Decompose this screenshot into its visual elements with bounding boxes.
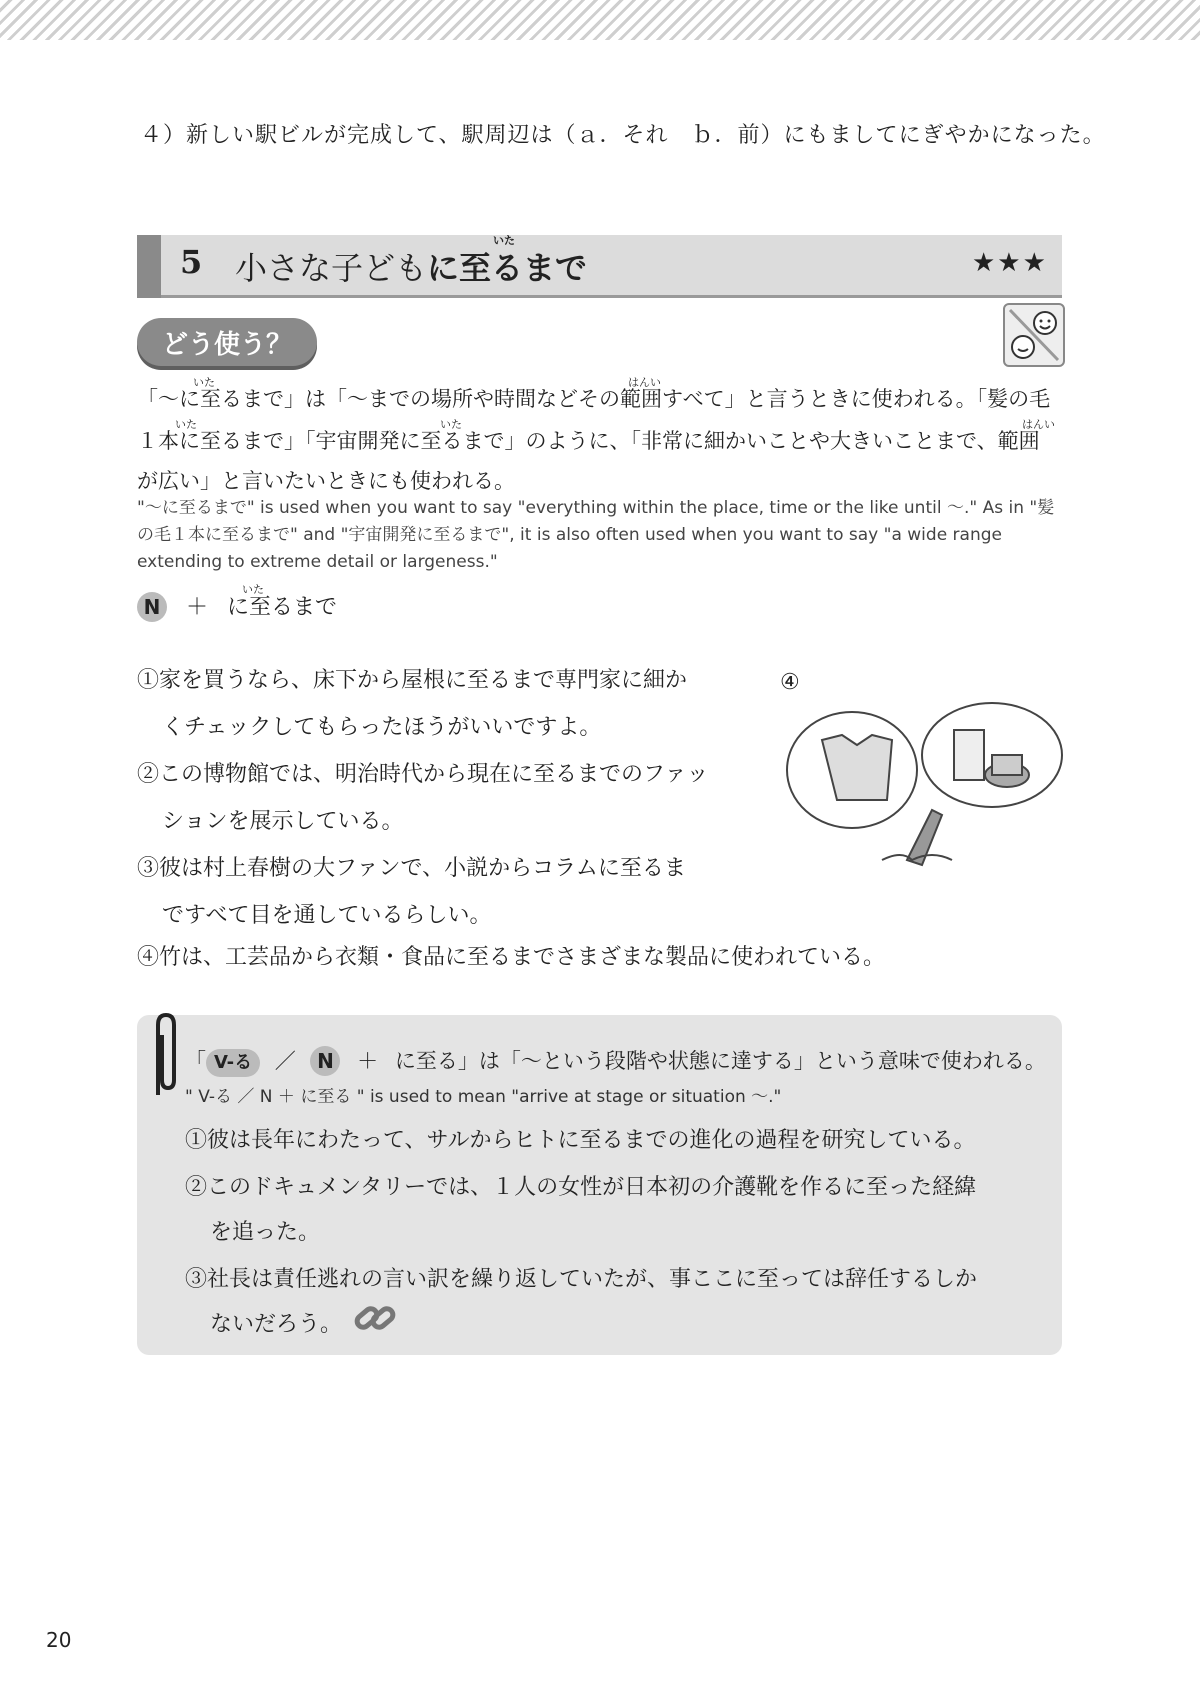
page-number: 20	[46, 1628, 72, 1652]
note-english: " V-る ／ N ＋ に至る " is used to mean "arrive at stage or situation 〜."	[185, 1087, 782, 1107]
difficulty-stars: ★★★	[972, 248, 1048, 278]
explanation-line-3: が広い」と言いたいときにも使われる。	[137, 469, 515, 493]
section-title-ruby: いた	[493, 234, 515, 247]
noun-badge: N	[137, 592, 167, 622]
ruby-hanni-2: はんい	[1022, 418, 1055, 431]
note-open-bracket: 「	[185, 1049, 206, 1073]
note-slash: ／	[274, 1049, 296, 1073]
explanation-line-2: １本に至るまで」「宇宙開発に至るまで」のように、「非常に細かいことや大きいことまで、範囲	[137, 429, 1040, 453]
example-3-line-1: ③彼は村上春樹の大ファンで、小説からコラムに至るま	[137, 856, 686, 881]
speaking-people-icon	[1003, 303, 1065, 367]
note-example-3-line-2: ないだろう。	[210, 1312, 343, 1337]
section-title-bold: に至るまで	[427, 249, 588, 287]
ruby-ita-1: いた	[193, 376, 215, 389]
explanation-line-1: 「〜に至るまで」は「〜までの場所や時間などその範囲すべて」と言うときに使われる。「髪の毛	[137, 387, 1051, 411]
ruby-ita-2: いた	[175, 418, 197, 431]
grammar-pattern	[137, 590, 337, 622]
illustration-label: ④	[780, 670, 800, 695]
section-title-plain: 小さな子ども	[235, 249, 428, 287]
note-noun-badge: N	[310, 1046, 340, 1076]
pattern-ruby: いた	[242, 583, 264, 596]
section-title	[235, 243, 587, 289]
bamboo-products-illustration	[782, 700, 1072, 874]
pattern-plus: ＋	[186, 595, 209, 620]
ruby-hanni-1: はんい	[628, 376, 661, 389]
note-heading	[185, 1045, 1046, 1077]
example-1-line-1: ①家を買うなら、床下から屋根に至るまで専門家に細か	[137, 668, 688, 693]
note-example-3-line-1: ③社長は責任逃れの言い訳を繰り返していたが、事ここに至っては辞任するしか	[185, 1267, 978, 1292]
paperclip-icon	[148, 1010, 184, 1104]
example-3-line-2: ですべて目を通しているらしい。	[162, 903, 492, 928]
link-icon	[352, 1298, 398, 1342]
example-2-line-2: ションを展示している。	[162, 809, 404, 834]
note-plus: ＋	[357, 1049, 379, 1073]
how-to-use-badge	[137, 318, 317, 366]
top-stripe-decoration	[0, 0, 1200, 40]
v-ru-badge: V-る	[206, 1049, 260, 1077]
section-number: 5	[180, 243, 203, 281]
example-1-line-2: くチェックしてもらったほうがいいですよ。	[162, 715, 602, 740]
note-example-2-line-2: を追った。	[210, 1220, 321, 1245]
section-header-accent	[137, 235, 161, 298]
note-example-1: ①彼は長年にわたって、サルからヒトに至るまでの進化の過程を研究している。	[185, 1128, 976, 1153]
english-explanation: "〜に至るまで" is used when you want to say "everything within the place, time or the like until 〜." As in "髪の毛１本に至るまで" and "宇宙開発に至るまで", it is also often used when you want to say "a wide range extending to extreme detail or largeness."	[137, 498, 1055, 572]
how-to-use-label: どう使う？	[161, 329, 292, 360]
example-4-line-1: ④竹は、工芸品から衣類・食品に至るまでさまざまな製品に使われている。	[137, 945, 886, 970]
question-4: ４）新しい駅ビルが完成して、駅周辺は（ａ．それ ｂ．前）にもましてにぎやかになった。	[140, 123, 1106, 148]
pattern-text: に至るまで	[227, 595, 338, 620]
ruby-ita-3: いた	[440, 418, 462, 431]
note-jp-head: に至る」は「〜という段階や状態に達する」という意味で使われる。	[394, 1049, 1046, 1073]
example-2-line-1: ②この博物館では、明治時代から現在に至るまでのファッ	[137, 762, 709, 787]
note-example-2-line-1: ②このドキュメンタリーでは、１人の女性が日本初の介護靴を作るに至った経緯	[185, 1175, 977, 1200]
